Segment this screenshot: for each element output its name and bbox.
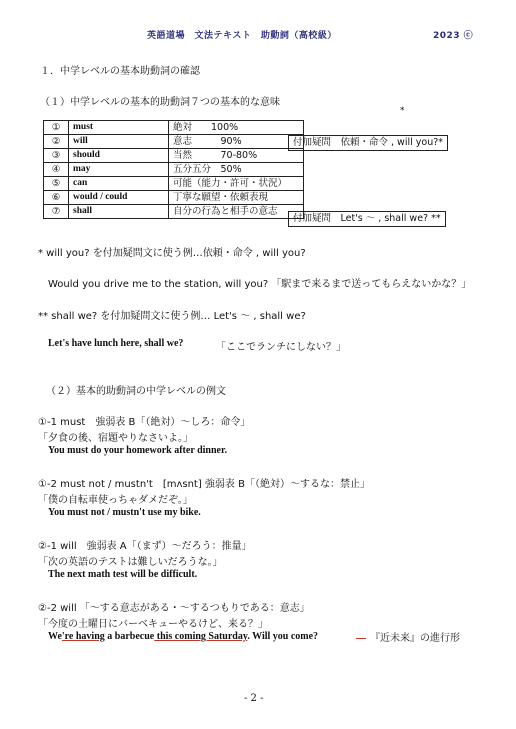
example-english-progressive — [48, 631, 318, 642]
example-english: The next math test will be difficult. — [48, 569, 198, 580]
subsection-1-title: （１）中学レベルの基本的助動詞７つの基本的な意味 — [40, 97, 280, 108]
row-number: ① — [44, 121, 69, 135]
row-number: ③ — [44, 149, 69, 163]
modal-word: must — [69, 121, 169, 135]
example-japanese: 「僕の自転車使っちゃダメだぞ。」 — [38, 495, 193, 506]
modal-meaning: 丁寧な願望・依頼表現 — [169, 191, 304, 205]
modal-word: should — [69, 149, 169, 163]
shall-tag-question-note: 付加疑問 Let's 〜 , shall we? ** — [288, 211, 446, 227]
shall-we-note: ** shall we? を付加疑問文に使う例… Let's 〜 , shall we? — [38, 311, 306, 322]
modal-meaning: 当然 70-80% — [169, 149, 304, 163]
row-number: ④ — [44, 163, 69, 177]
example-english: You must not / mustn't use my bike. — [48, 507, 201, 518]
table-row — [44, 191, 304, 205]
table-row — [44, 163, 304, 177]
section-1-title: １．中学レベルの基本助動詞の確認 — [40, 66, 200, 77]
table-row — [44, 205, 304, 219]
modal-word: shall — [69, 205, 169, 219]
asterisk-mark: * — [400, 106, 405, 116]
modal-meaning: 五分五分 50% — [169, 163, 304, 177]
example-english: You must do your homework after dinner. — [48, 445, 227, 456]
shall-we-example-jp: 「ここでランチにしない？」 — [216, 342, 346, 353]
near-future-note — [356, 629, 460, 644]
modal-word: can — [69, 177, 169, 191]
sentence-part: a barbecue — [104, 631, 155, 642]
modal-meaning: 可能（能力・許可・状況） — [169, 177, 304, 191]
row-number: ⑤ — [44, 177, 69, 191]
sentence-part: We — [48, 631, 62, 642]
modal-meaning: 自分の行為と相手の意志 — [169, 205, 304, 219]
table-row — [44, 135, 304, 149]
example-heading: ①-1 must 強弱表 B「（絶対）〜しろ：命令」 — [38, 417, 251, 428]
underlined-verb: 're having — [61, 631, 105, 642]
will-tag-question-note: 付加疑問 依頼・命令 , will you?* — [288, 135, 448, 151]
modal-word: will — [69, 135, 169, 149]
row-number: ⑦ — [44, 205, 69, 219]
table-row — [44, 177, 304, 191]
table-row — [44, 121, 304, 135]
table-row — [44, 149, 304, 163]
modal-word: would / could — [69, 191, 169, 205]
example-japanese: 「今度の土曜日にバーベキューやるけど、来る？」 — [38, 619, 268, 630]
underlined-time-phrase: this coming Saturday — [154, 631, 248, 642]
will-you-example: Would you drive me to the station, will you? 「駅まで来るまで送ってもらえないかな？」 — [48, 279, 472, 290]
sentence-part: . Will you come? — [247, 631, 319, 642]
modal-word: may — [69, 163, 169, 177]
modal-meaning: 意志 90% — [169, 135, 304, 149]
near-future-label: 『近未来』の進行形 — [370, 633, 460, 644]
shall-we-example-en: Let's have lunch here, shall we? — [48, 338, 184, 349]
example-heading: ①-2 must not / mustn't [mʌsnt] 強弱表 B「（絶対）〜するな：禁止」 — [38, 479, 370, 490]
row-number: ⑥ — [44, 191, 69, 205]
subsection-2-title: （２）基本的助動詞の中学レベルの例文 — [46, 386, 226, 397]
will-you-note: * will you? を付加疑問文に使う例…依頼・命令 , will you? — [38, 248, 306, 259]
header-title: 英語道場 文法テキスト 助動詞（高校級） — [147, 31, 337, 41]
row-number: ② — [44, 135, 69, 149]
example-japanese: 「次の英語のテストは難しいだろうな。」 — [38, 557, 223, 568]
page-number: - 2 - — [244, 693, 264, 704]
example-heading: ②-2 will 「〜する意志がある・〜するつもりである：意志」 — [38, 603, 310, 614]
modal-verb-table — [43, 120, 304, 219]
modal-meaning: 絶対 100% — [169, 121, 304, 135]
red-marker — [356, 638, 366, 639]
header-year: 2023 ⓒ — [433, 31, 474, 41]
example-japanese: 「夕食の後、宿題やりなさいよ。」 — [38, 433, 193, 444]
example-heading: ②-1 will 強弱表 A「（まず）〜だろう：推量」 — [38, 541, 252, 552]
